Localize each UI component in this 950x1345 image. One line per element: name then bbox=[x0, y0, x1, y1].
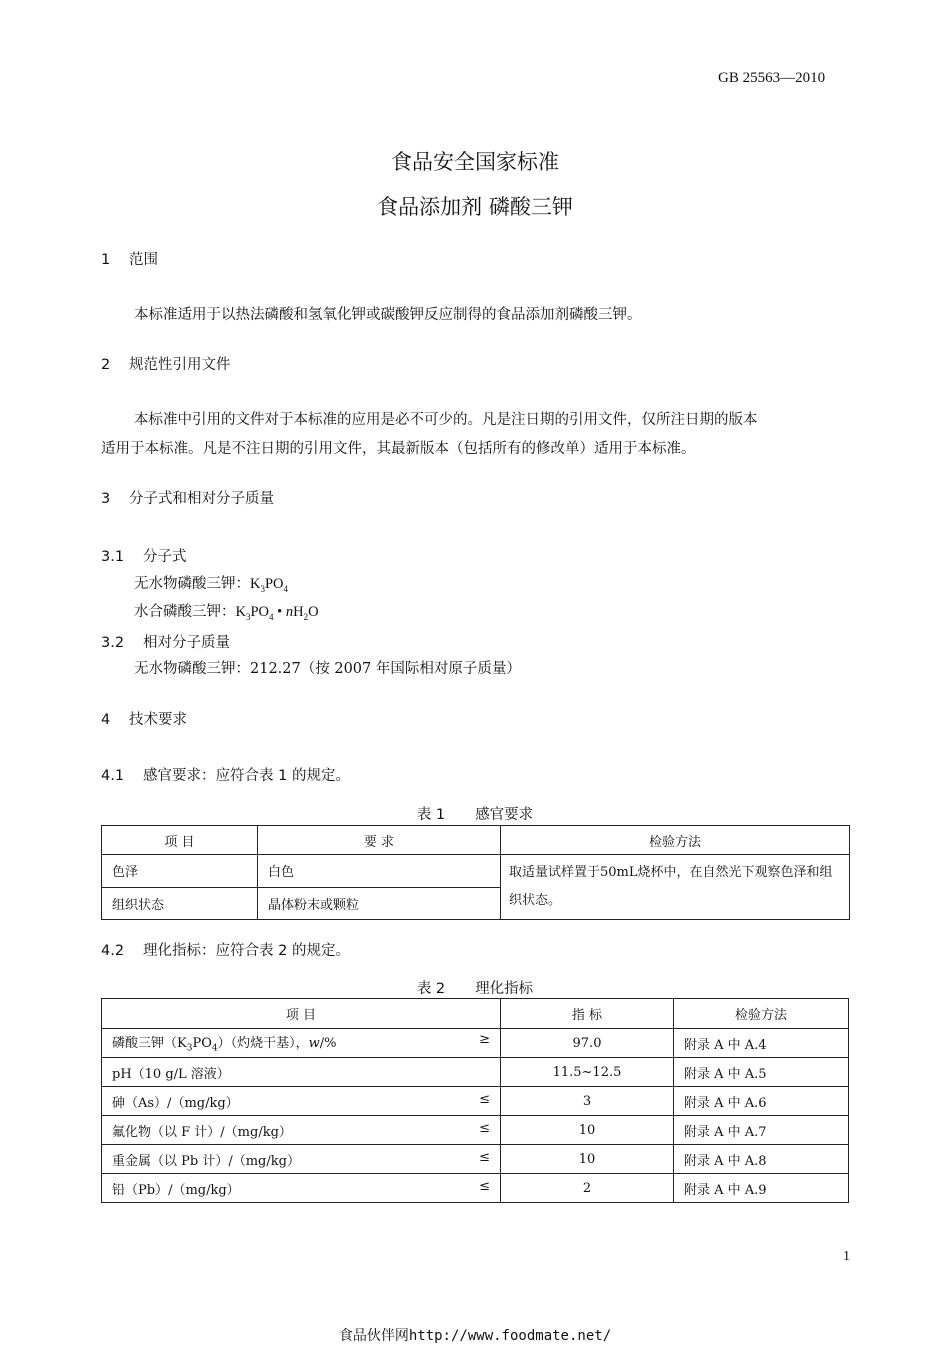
section-4-2-heading bbox=[101, 939, 350, 960]
table-cell-item: 磷酸三钾$(K_3PO_4)$（灼烧干基），w/% ≥ bbox=[102, 1029, 501, 1058]
table-row bbox=[102, 1058, 849, 1087]
comparison-operator: ≤ bbox=[479, 1178, 490, 1194]
section-title: 理化指标：应符合表 2 的规定。 bbox=[143, 943, 350, 959]
caption-title: 理化指标 bbox=[475, 981, 534, 997]
section-2-text-line2: 适用于本标准。凡是不注日期的引用文件，其最新版本（包括所有的修改单）适用于本标准。 bbox=[101, 441, 696, 457]
caption-number: 表 2 bbox=[416, 981, 446, 997]
column-header: 项 目 bbox=[102, 999, 501, 1029]
section-3-2-text: 无水物磷酸三钾：212.27（按 2007 年国际相对原子质量） bbox=[134, 661, 521, 677]
table-cell-item: 重金属（以 Pb 计）/（mg/kg） ≤ bbox=[102, 1145, 501, 1174]
table-row bbox=[102, 1087, 849, 1116]
footer-url[interactable]: http://www.foodmate.net/ bbox=[408, 1328, 612, 1344]
caption-number: 表 1 bbox=[416, 807, 446, 823]
section-number: 3.2 bbox=[101, 635, 125, 651]
table-cell: 白色 bbox=[258, 855, 501, 888]
table-cell-item: 氟化物（以 F 计）/（mg/kg） ≤ bbox=[102, 1116, 501, 1145]
comparison-operator: ≥ bbox=[479, 1032, 490, 1048]
section-number: 4 bbox=[101, 712, 111, 728]
table-cell-item: pH（10 g/L 溶液） bbox=[102, 1058, 501, 1087]
table-cell-value: 2 bbox=[501, 1174, 674, 1203]
standard-number: GB 25563—2010 bbox=[718, 70, 826, 86]
formula-label: 无水物磷酸三钾： bbox=[134, 576, 250, 592]
section-3-1-heading bbox=[101, 545, 187, 566]
section-2-heading bbox=[101, 353, 231, 374]
column-header: 项 目 bbox=[102, 826, 258, 855]
document-title: 食品安全国家标准 bbox=[391, 150, 559, 174]
table-cell: 色泽 bbox=[102, 855, 258, 888]
section-number: 1 bbox=[101, 252, 111, 268]
table-row bbox=[102, 1145, 849, 1174]
table-cell-method: 取适量试样置于50mL烧杯中，在自然光下观察色泽和组织状态。 bbox=[501, 855, 850, 920]
table-cell-method: 附录 A 中 A.9 bbox=[674, 1174, 849, 1203]
table-header-row bbox=[102, 999, 849, 1029]
table-cell-value: 10 bbox=[501, 1145, 674, 1174]
table-cell: 晶体粉末或颗粒 bbox=[258, 887, 501, 920]
section-title: 技术要求 bbox=[129, 712, 187, 728]
section-number: 4.1 bbox=[101, 768, 125, 784]
table-1-caption bbox=[0, 803, 950, 824]
table-row bbox=[102, 855, 850, 888]
table-cell: 组织状态 bbox=[102, 887, 258, 920]
section-3-heading bbox=[101, 487, 274, 508]
table-cell-method: 附录 A 中 A.7 bbox=[674, 1116, 849, 1145]
formula-anhydrous: 无水物磷酸三钾：$K_3PO_4$ bbox=[134, 576, 289, 594]
section-title: 相对分子质量 bbox=[143, 635, 230, 651]
section-number: 3.1 bbox=[101, 549, 125, 565]
section-title: 感官要求：应符合表 1 的规定。 bbox=[143, 768, 350, 784]
section-4-1-heading bbox=[101, 764, 350, 785]
section-number: 3 bbox=[101, 491, 111, 507]
table-2 bbox=[101, 998, 849, 1203]
table-cell-item: 砷（As）/（mg/kg） ≤ bbox=[102, 1087, 501, 1116]
table-cell-method: 附录 A 中 A.8 bbox=[674, 1145, 849, 1174]
section-title: 范围 bbox=[129, 252, 158, 268]
caption-title: 感官要求 bbox=[475, 807, 534, 823]
table-row bbox=[102, 1174, 849, 1203]
table-cell-value: 11.5~12.5 bbox=[501, 1058, 674, 1087]
column-header: 检验方法 bbox=[674, 999, 849, 1029]
table-cell-method: 附录 A 中 A.5 bbox=[674, 1058, 849, 1087]
section-1-text: 本标准适用于以热法磷酸和氢氧化钾或碳酸钾反应制得的食品添加剂磷酸三钾。 bbox=[134, 307, 642, 323]
section-number: 4.2 bbox=[101, 943, 125, 959]
table-cell-item: 铅（Pb）/（mg/kg） ≤ bbox=[102, 1174, 501, 1203]
column-header: 检验方法 bbox=[501, 826, 850, 855]
section-title: 分子式和相对分子质量 bbox=[129, 491, 274, 507]
table-2-caption bbox=[0, 977, 950, 998]
comparison-operator: ≤ bbox=[479, 1149, 490, 1165]
section-3-2-heading bbox=[101, 631, 230, 652]
section-title: 规范性引用文件 bbox=[129, 357, 231, 373]
column-header: 指 标 bbox=[501, 999, 674, 1029]
table-cell-value: 10 bbox=[501, 1116, 674, 1145]
table-header-row bbox=[102, 826, 850, 855]
table-row bbox=[102, 1029, 849, 1058]
page-number: 1 bbox=[843, 1249, 850, 1264]
section-1-heading bbox=[101, 248, 158, 269]
formula-label: 水合磷酸三钾： bbox=[134, 604, 236, 620]
table-cell-value: 97.0 bbox=[501, 1029, 674, 1058]
section-number: 2 bbox=[101, 357, 111, 373]
section-4-heading bbox=[101, 708, 187, 729]
table-cell-method: 附录 A 中 A.6 bbox=[674, 1087, 849, 1116]
table-cell-value: 3 bbox=[501, 1087, 674, 1116]
comparison-operator: ≤ bbox=[479, 1120, 490, 1136]
section-title: 分子式 bbox=[143, 549, 187, 565]
document-subtitle: 食品添加剂 磷酸三钾 bbox=[377, 195, 573, 219]
comparison-operator: ≤ bbox=[479, 1091, 490, 1107]
footer-site-name: 食品伙伴网 bbox=[338, 1328, 409, 1344]
section-2-text-line1: 本标准中引用的文件对于本标准的应用是必不可少的。凡是注日期的引用文件，仅所注日期的版本 bbox=[134, 412, 758, 428]
table-1 bbox=[101, 825, 850, 920]
formula-hydrate: 水合磷酸三钾：$K_3PO_4$ • $nH_2O$ bbox=[134, 604, 319, 622]
table-row bbox=[102, 1116, 849, 1145]
column-header: 要 求 bbox=[258, 826, 501, 855]
footer bbox=[0, 1325, 950, 1345]
table-cell-method: 附录 A 中 A.4 bbox=[674, 1029, 849, 1058]
